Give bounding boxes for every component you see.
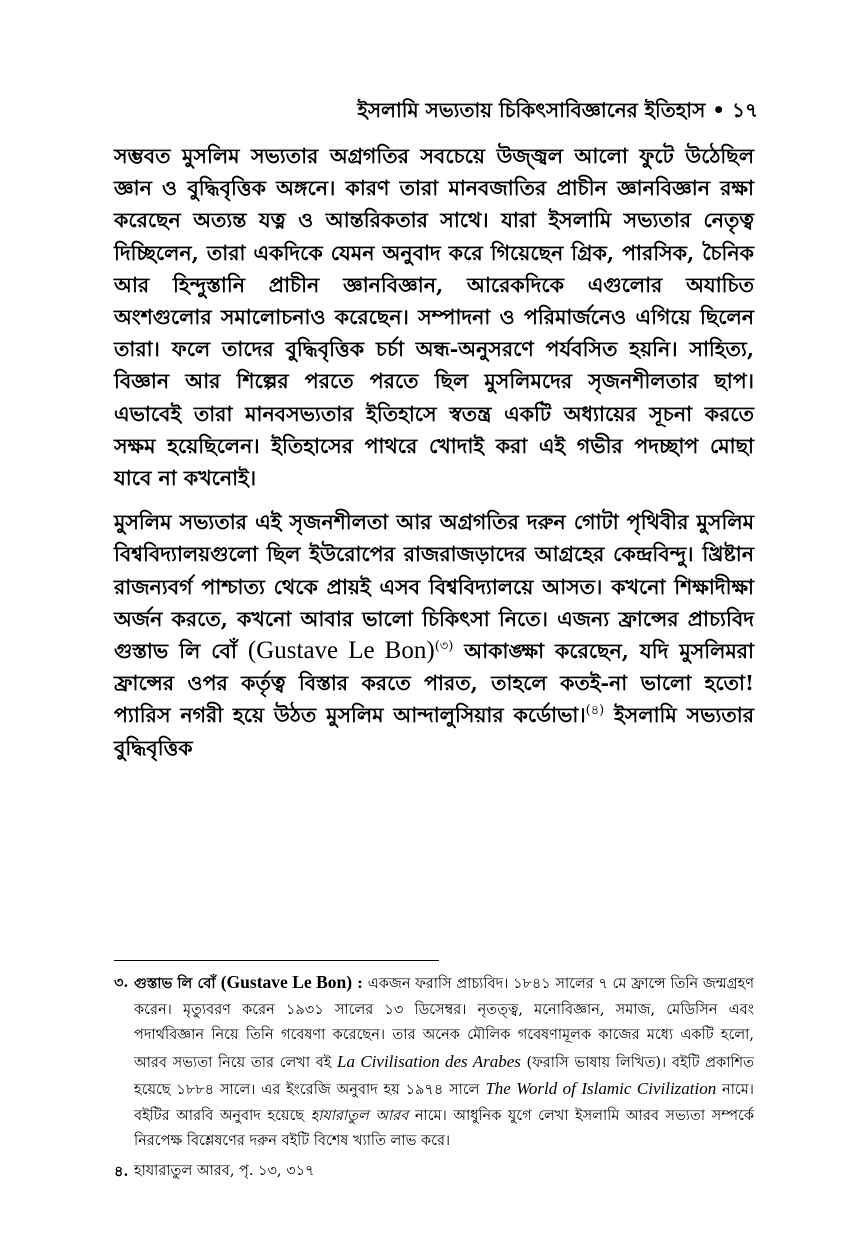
footnote-ref-4[interactable]: (৪) bbox=[585, 703, 605, 719]
paragraph-2-text-b: আকাঙ্ক্ষা করেছেন, যদি মুসলিমরা ফ্রান্সের ওপর কর্তৃত্ব বিস্তার করতে পারত, তাহলে কতই-না ভালো হতো! প্যারিস নগরী হয়ে উঠত মুসলিম আন্দালুসিয়ার কর্ডোভা। bbox=[114, 639, 754, 728]
book-title-world: The World of Islamic Civilization bbox=[485, 1079, 717, 1098]
footnote-3-head-bn: গুস্তাভ লি বোঁ bbox=[134, 975, 221, 992]
paragraph-2 bbox=[114, 506, 754, 764]
footnote-3-text-2: (ফরাসি ভাষায় লিখিত)। বইটি প্রকাশিত হয়েছে ১৮৮৪ সালে। এর ইংরেজি অনুবাদ হয় ১৯৭৪ সালে bbox=[134, 1054, 755, 1098]
paragraph-2-text-a: মুসলিম সভ্যতার এই সৃজনশীলতা আর অগ্রগতির দরুন গোটা পৃথিবীর মুসলিম বিশ্ববিদ্যালয়গুলো ছিল ইউরোপের রাজরাজড়াদের আগ্রহের কেন্দ্রবিন্দু। খ্রিষ্টান রাজন্যবর্গ পাশ্চাত্য থেকে প্রায়ই এসব বিশ্ববিদ্যালয়ে আসত। কখনো শিক্ষাদীক্ষা অর্জন করতে, কখনো আবার ভালো চিকিৎসা নিতে। এজন্য ফ্রান্সের প্রাচ্যবিদ গুস্তাভ লি বোঁ bbox=[114, 510, 754, 664]
footnote-3 bbox=[114, 970, 754, 1155]
footnote-3-text-1: একজন ফরাসি প্রাচ্যবিদ। ১৮৪১ সালের ৭ মে ফ্রান্সে তিনি জন্মগ্রহণ করেন। মৃত্যুবরণ করেন ১৯৩১ সালের ১৩ ডিসেম্বর। নৃতত্ত্ব, মনোবিজ্ঞান, সমাজ, মেডিসিন এবং পদার্থবিজ্ঞান নিয়ে তিনি গবেষণা করেছেন। তার অনেক মৌলিক গবেষণামূলক কাজের মধ্যে একটি হলো, আরব সভ্যতা নিয়ে তার লেখা বই bbox=[134, 976, 755, 1071]
main-text bbox=[114, 140, 754, 776]
footnote-4-mark: ৪. bbox=[114, 1162, 129, 1180]
footnote-3-head-latin: (Gustave Le Bon) bbox=[220, 972, 353, 992]
footnote-4-text: হাযারাতুল আরব, পৃ. ১৩, ৩১৭ bbox=[134, 1162, 315, 1179]
book-title-arabic: হাযারাতুল আরব bbox=[310, 1107, 409, 1124]
footnote-divider bbox=[114, 960, 439, 961]
footnote-3-mark: ৩. bbox=[114, 974, 129, 991]
footnotes bbox=[114, 970, 754, 1188]
footnote-3-text-3: নামে। বইটির আরবি অনুবাদ হয়েছে bbox=[134, 1082, 754, 1124]
footnote-3-text bbox=[134, 970, 754, 1155]
book-title-civilisation: La Civilisation des Arabes bbox=[337, 1051, 521, 1071]
footnote-3-head bbox=[134, 972, 368, 992]
footnote-4 bbox=[114, 1159, 754, 1185]
running-header: ইসলামি সভ্যতায় চিকিৎসাবিজ্ঞানের ইতিহাস • ১৭ bbox=[357, 98, 758, 122]
gustave-le-bon-name: (Gustave Le Bon) bbox=[247, 637, 435, 665]
footnote-3-text-4: নামে। আধুনিক যুগে লেখা ইসলামি আরব সভ্যতা সম্পর্কে নিরপেক্ষ বিশ্লেষণের দরুন বইটি বিশেষ খ্যাতি লাভ করে। bbox=[134, 1107, 754, 1149]
footnote-ref-3[interactable]: (৩) bbox=[434, 639, 454, 655]
paragraph-1: সম্ভবত মুসলিম সভ্যতার অগ্রগতির সবচেয়ে উজ্জ্বল আলো ফুটে উঠেছিল জ্ঞান ও বুদ্ধিবৃত্তিক অঙ্গনে। কারণ তারা মানবজাতির প্রাচীন জ্ঞানবিজ্ঞান রক্ষা করেছেন অত্যন্ত যত্ন ও আন্তরিকতার সাথে। যারা ইসলামি সভ্যতার নেতৃত্ব দিচ্ছিলেন, তারা একদিকে যেমন অনুবাদ করে গিয়েছেন গ্রিক, পারসিক, চৈনিক আর হিন্দুস্তানি প্রাচীন জ্ঞানবিজ্ঞান, আরেকদিকে এগুলোর অযাচিত অংশগুলোর সমালোচনাও করেছেন। সম্পাদনা ও পরিমার্জনেও এগিয়ে ছিলেন তারা। ফলে তাদের বুদ্ধিবৃত্তিক চর্চা অন্ধ-অনুসরণে পর্যবসিত হয়নি। সাহিত্য, বিজ্ঞান আর শিল্পের পরতে পরতে ছিল মুসলিমদের সৃজনশীলতার ছাপ। এভাবেই তারা মানবসভ্যতার ইতিহাসে স্বতন্ত্র একটি অধ্যায়ের সূচনা করতে সক্ষম হয়েছিলেন। ইতিহাসের পাথরে খোদাই করা এই গভীর পদচ্ছাপ মোছা যাবে না কখনোই। bbox=[114, 144, 754, 491]
paragraph-2-text-c: ইসলামি সভ্যতার বুদ্ধিবৃত্তিক bbox=[114, 703, 754, 760]
footnote-3-head-sep: : bbox=[352, 975, 368, 992]
